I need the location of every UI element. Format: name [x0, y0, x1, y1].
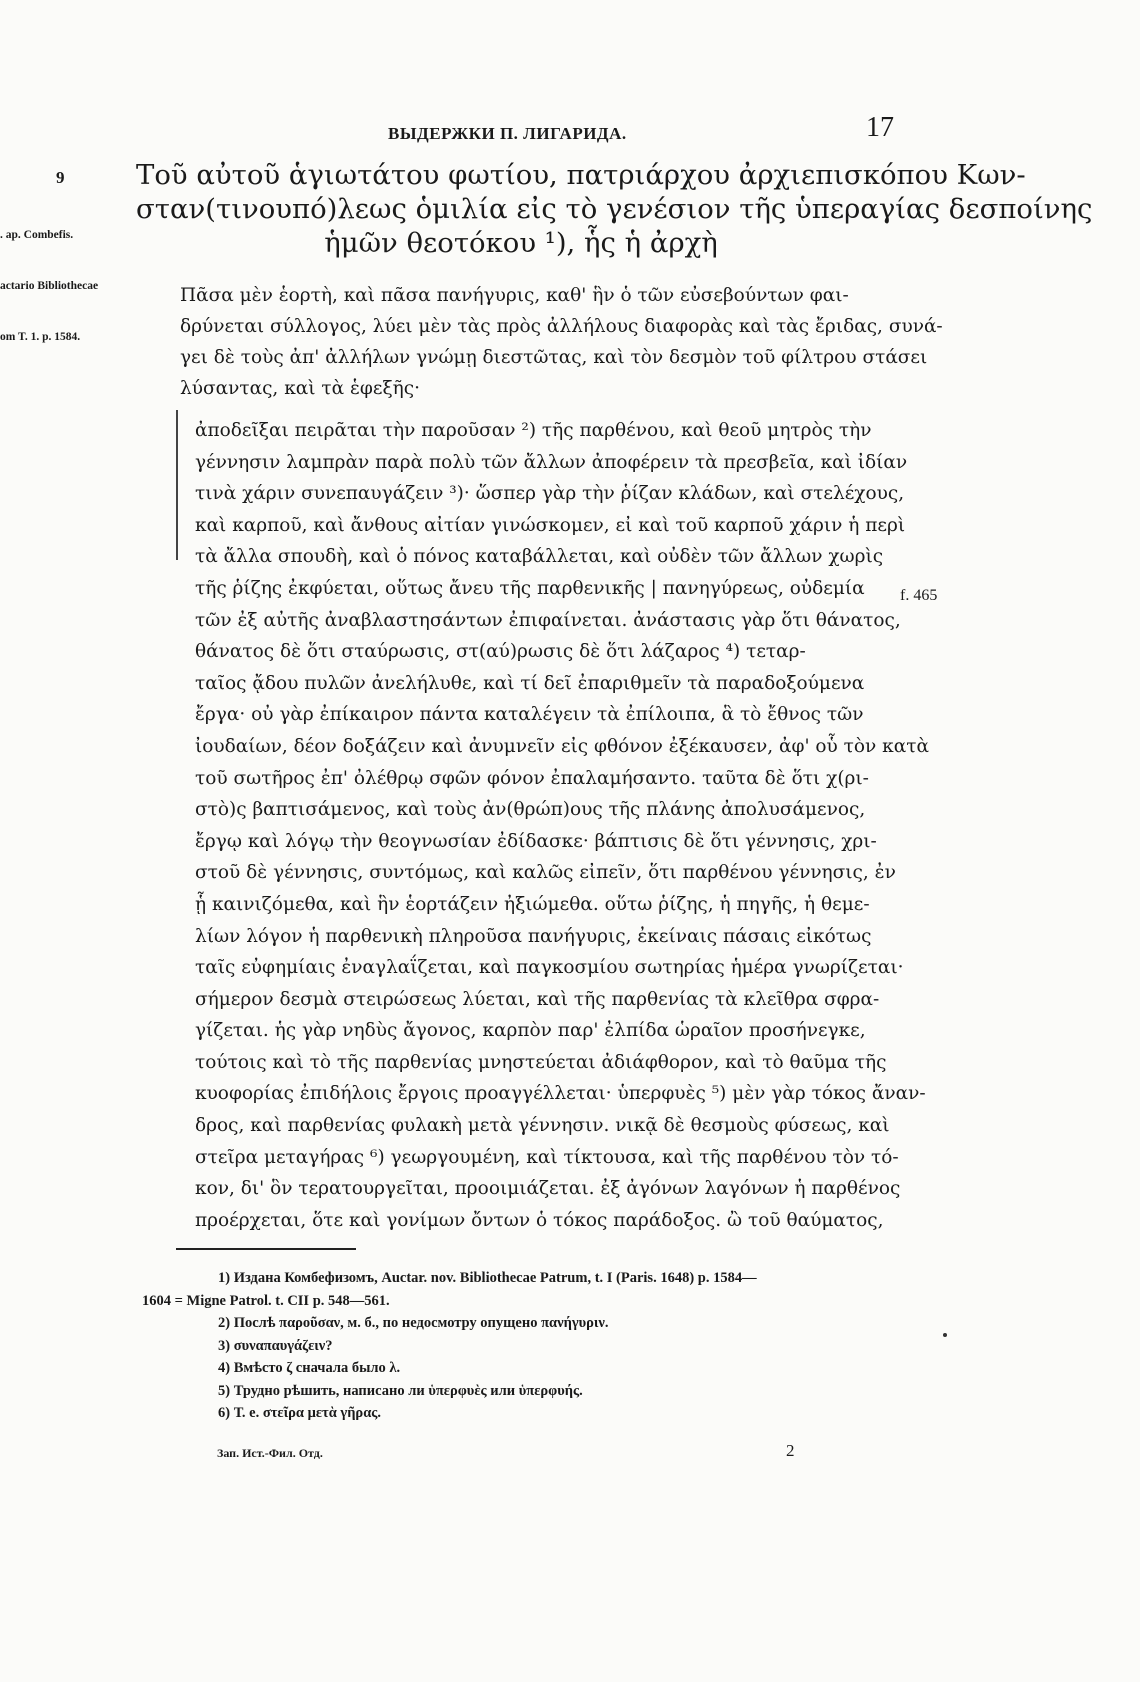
- title-line: ἡμῶν θεοτόκου ¹), ἧς ἡ ἀρχὴ: [324, 227, 718, 259]
- body-line: δρος, καὶ παρθενίας φυλακὴ μετὰ γέννησιν. νικᾷ δὲ θεσμοὺς φύσεως, καὶ: [195, 1115, 890, 1137]
- footnote: 3) συναπαυγάζειν?: [218, 1337, 333, 1354]
- body-line: ταῖς εὐφημίαις ἐναγλαΐζεται, καὶ παγκοσμίου σωτηρίας ἡμέρα γνωρίζεται·: [195, 957, 904, 979]
- body-line: τοῦ σωτῆρος ἐπ' ὀλέθρῳ σφῶν φόνον ἐπαλαμήσαντο. ταῦτα δὲ ὅτι χ(ρι-: [195, 767, 869, 789]
- ink-speck: [943, 1333, 947, 1337]
- body-line: τινὰ χάριν συνεπαυγάζειν ³)· ὥσπερ γὰρ τὴν ῥίζαν κλάδων, καὶ στελέχους,: [195, 483, 905, 505]
- margin-note-line: actario Bibliothecae: [0, 280, 99, 292]
- body-line: στεῖρα μεταγήρας ⁶) γεωργουμένη, καὶ τίκτουσα, καὶ τῆς παρθένου τὸν τό-: [195, 1146, 899, 1168]
- body-line: καὶ καρποῦ, καὶ ἄνθους αἰτίαν γινώσκομεν, εἰ καὶ τοῦ καρποῦ χάριν ἡ περὶ: [195, 514, 906, 536]
- footnote: 5) Трудно рѣшить, написано ли ὑπερφυὲς или ὑπερφυής.: [218, 1382, 583, 1399]
- body-line: θάνατος δὲ ὅτι σταύρωσις, στ(αύ)ρωσις δὲ ὅτι λάζαρος ⁴) τεταρ-: [195, 641, 806, 663]
- footnotes: [142, 1267, 902, 1425]
- body-line: προέρχεται, ὅτε καὶ γονίμων ὄντων ὁ τόκος παράδοξος. ὢ τοῦ θαύματος,: [195, 1209, 884, 1231]
- signature-mark: Зап. Ист.-Фил. Отд.: [217, 1446, 323, 1460]
- title-line: Τοῦ αὐτοῦ ἁγιωτάτου φωτίου, πατριάρχου ἀρχιεπισκόπου Κων-: [136, 159, 1026, 191]
- body-line: λίων λόγον ἡ παρθενικὴ πληροῦσα πανήγυρις, ἐκείναις πάσαις εἰκότως: [195, 925, 872, 947]
- homily-title: [136, 158, 1093, 260]
- intro-line: δρύνεται σύλλογος, λύει μὲν τὰς πρὸς ἀλλήλους διαφορὰς καὶ τὰς ἔριδας, συνά-: [180, 316, 943, 337]
- intro-line: λύσαντας, καὶ τὰ ἑφεξῆς·: [180, 378, 420, 399]
- margin-note-line: om T. 1. p. 1584.: [0, 331, 81, 343]
- margin-note-number: 9: [56, 168, 65, 187]
- quote-bar: [176, 410, 178, 560]
- body-line: ἀποδεῖξαι πειρᾶται τὴν παροῦσαν ²) τῆς παρθένου, καὶ θεοῦ μητρὸς τὴν: [195, 420, 872, 441]
- intro-paragraph: [180, 280, 943, 404]
- margin-note-line: . ap. Combefis.: [0, 229, 74, 241]
- footnote: 1) Издана Комбефизомъ, Auctar. nov. Bibliothecae Patrum, t. I (Paris. 1648) p. 1584—: [218, 1270, 757, 1286]
- body-line: στοῦ δὲ γέννησις, συντόμως, καὶ καλῶς εἰπεῖν, ὅτι παρθένου γέννησις, ἐν: [195, 862, 896, 884]
- footnote: 1604 = Migne Patrol. t. CII p. 548—561.: [142, 1292, 390, 1309]
- footnote: 4) Вмѣсто ζ сначала было λ.: [218, 1360, 401, 1376]
- footnote-rule: [176, 1248, 356, 1250]
- body-line: τούτοις καὶ τὸ τῆς παρθενίας μνηστεύεται ἀδιάφθορον, καὶ τὸ θαῦμα τῆς: [195, 1051, 887, 1073]
- intro-line: γει δὲ τοὺς ἀπ' ἀλλήλων γνώμῃ διεστῶτας, καὶ τὸν δεσμὸν τοῦ φίλτρου στάσει: [180, 347, 928, 368]
- body-line: ἔργα· οὐ γὰρ ἐπίκαιρον πάντα καταλέγειν τὰ ἐπίλοιπα, ἃ τὸ ἔθνος τῶν: [195, 704, 864, 726]
- body-line: γίζεται. ἡς γὰρ νηδὺς ἄγονος, καρπὸν παρ' ἐλπίδα ὡραῖον προσήνεγκε,: [195, 1020, 866, 1042]
- body-line: ταῖος ᾄδου πυλῶν ἀνελήλυθε, καὶ τί δεῖ ἐπαριθμεῖν τὰ παραδοξούμενα: [195, 672, 865, 694]
- running-title: ВЫДЕРЖКИ П. ЛИГАРИДА.: [388, 124, 627, 143]
- signature-number: 2: [786, 1441, 795, 1460]
- body-line: ἰουδαίων, δέον δοξάζειν καὶ ἀνυμνεῖν εἰς φθόνον ἐξέκαυσεν, ἀφ' οὗ τὸν κατὰ: [195, 735, 929, 757]
- body-line: τῶν ἐξ αὐτῆς ἀναβλαστησάντων ἐπιφαίνεται. ἀνάστασις γὰρ ὅτι θάνατος,: [195, 609, 901, 631]
- body-line: γέννησιν λαμπρὰν παρὰ πολὺ τῶν ἄλλων ἀποφέρειν τὰ πρεσβεῖα, καὶ ἰδίαν: [195, 451, 908, 473]
- footnote: 2) Послѣ παροῦσαν, м. б., по недосмотру опущено πανήγυριν.: [218, 1315, 609, 1331]
- body-line: ἔργῳ καὶ λόγῳ τὴν θεογνωσίαν ἐδίδασκε· βάπτισις δὲ ὅτι γέννησις, χρι-: [195, 830, 877, 852]
- title-line: σταν(τινουπό)λεως ὁμιλία εἰς τὸ γενέσιον τῆς ὑπεραγίας δεσποίνης: [136, 193, 1093, 225]
- body-line: τὰ ἄλλα σπουδὴ, καὶ ὁ πόνος καταβάλλεται, καὶ οὐδὲν τῶν ἄλλων χωρὶς: [195, 546, 884, 568]
- body-line: κυοφορίας ἐπιδήλοις ἔργοις προαγγέλλεται· ὑπερφυὲς ⁵) μὲν γὰρ τόκος ἄναν-: [195, 1083, 926, 1105]
- body-line: σήμερον δεσμὰ στειρώσεως λύεται, καὶ τῆς παρθενίας τὰ κλεῖθρα σφρα-: [195, 988, 880, 1010]
- page-number: 17: [866, 112, 894, 143]
- body-line: ᾗ καινιζόμεθα, καὶ ἣν ἑορτάζειν ἠξιώμεθα. οὕτω ῥίζης, ἡ πηγῆς, ἡ θεμε-: [195, 893, 870, 915]
- body-line: κον, δι' ὃν τερατουργεῖται, προοιμιάζεται. ἐξ ἀγόνων λαγόνων ἡ παρθένος: [195, 1178, 901, 1200]
- intro-line: Πᾶσα μὲν ἑορτὴ, καὶ πᾶσα πανήγυρις, καθ' ἣν ὁ τῶν εὐσεβούντων φαι-: [180, 285, 849, 306]
- body-line: στὸ)ς βαπτισάμενος, καὶ τοὺς ἀν(θρώπ)ους τῆς πλάνης ἀπολυσάμενος,: [195, 799, 866, 821]
- margin-note-source: [0, 193, 140, 380]
- folio-mark: f. 465: [900, 587, 938, 604]
- footnote: 6) Т. е. στεῖρα μετὰ γῆρας.: [218, 1405, 382, 1421]
- body-line: τῆς ῥίζης ἐκφύεται, οὕτως ἄνευ τῆς παρθενικῆς | πανηγύρεως, οὐδεμία: [195, 577, 865, 599]
